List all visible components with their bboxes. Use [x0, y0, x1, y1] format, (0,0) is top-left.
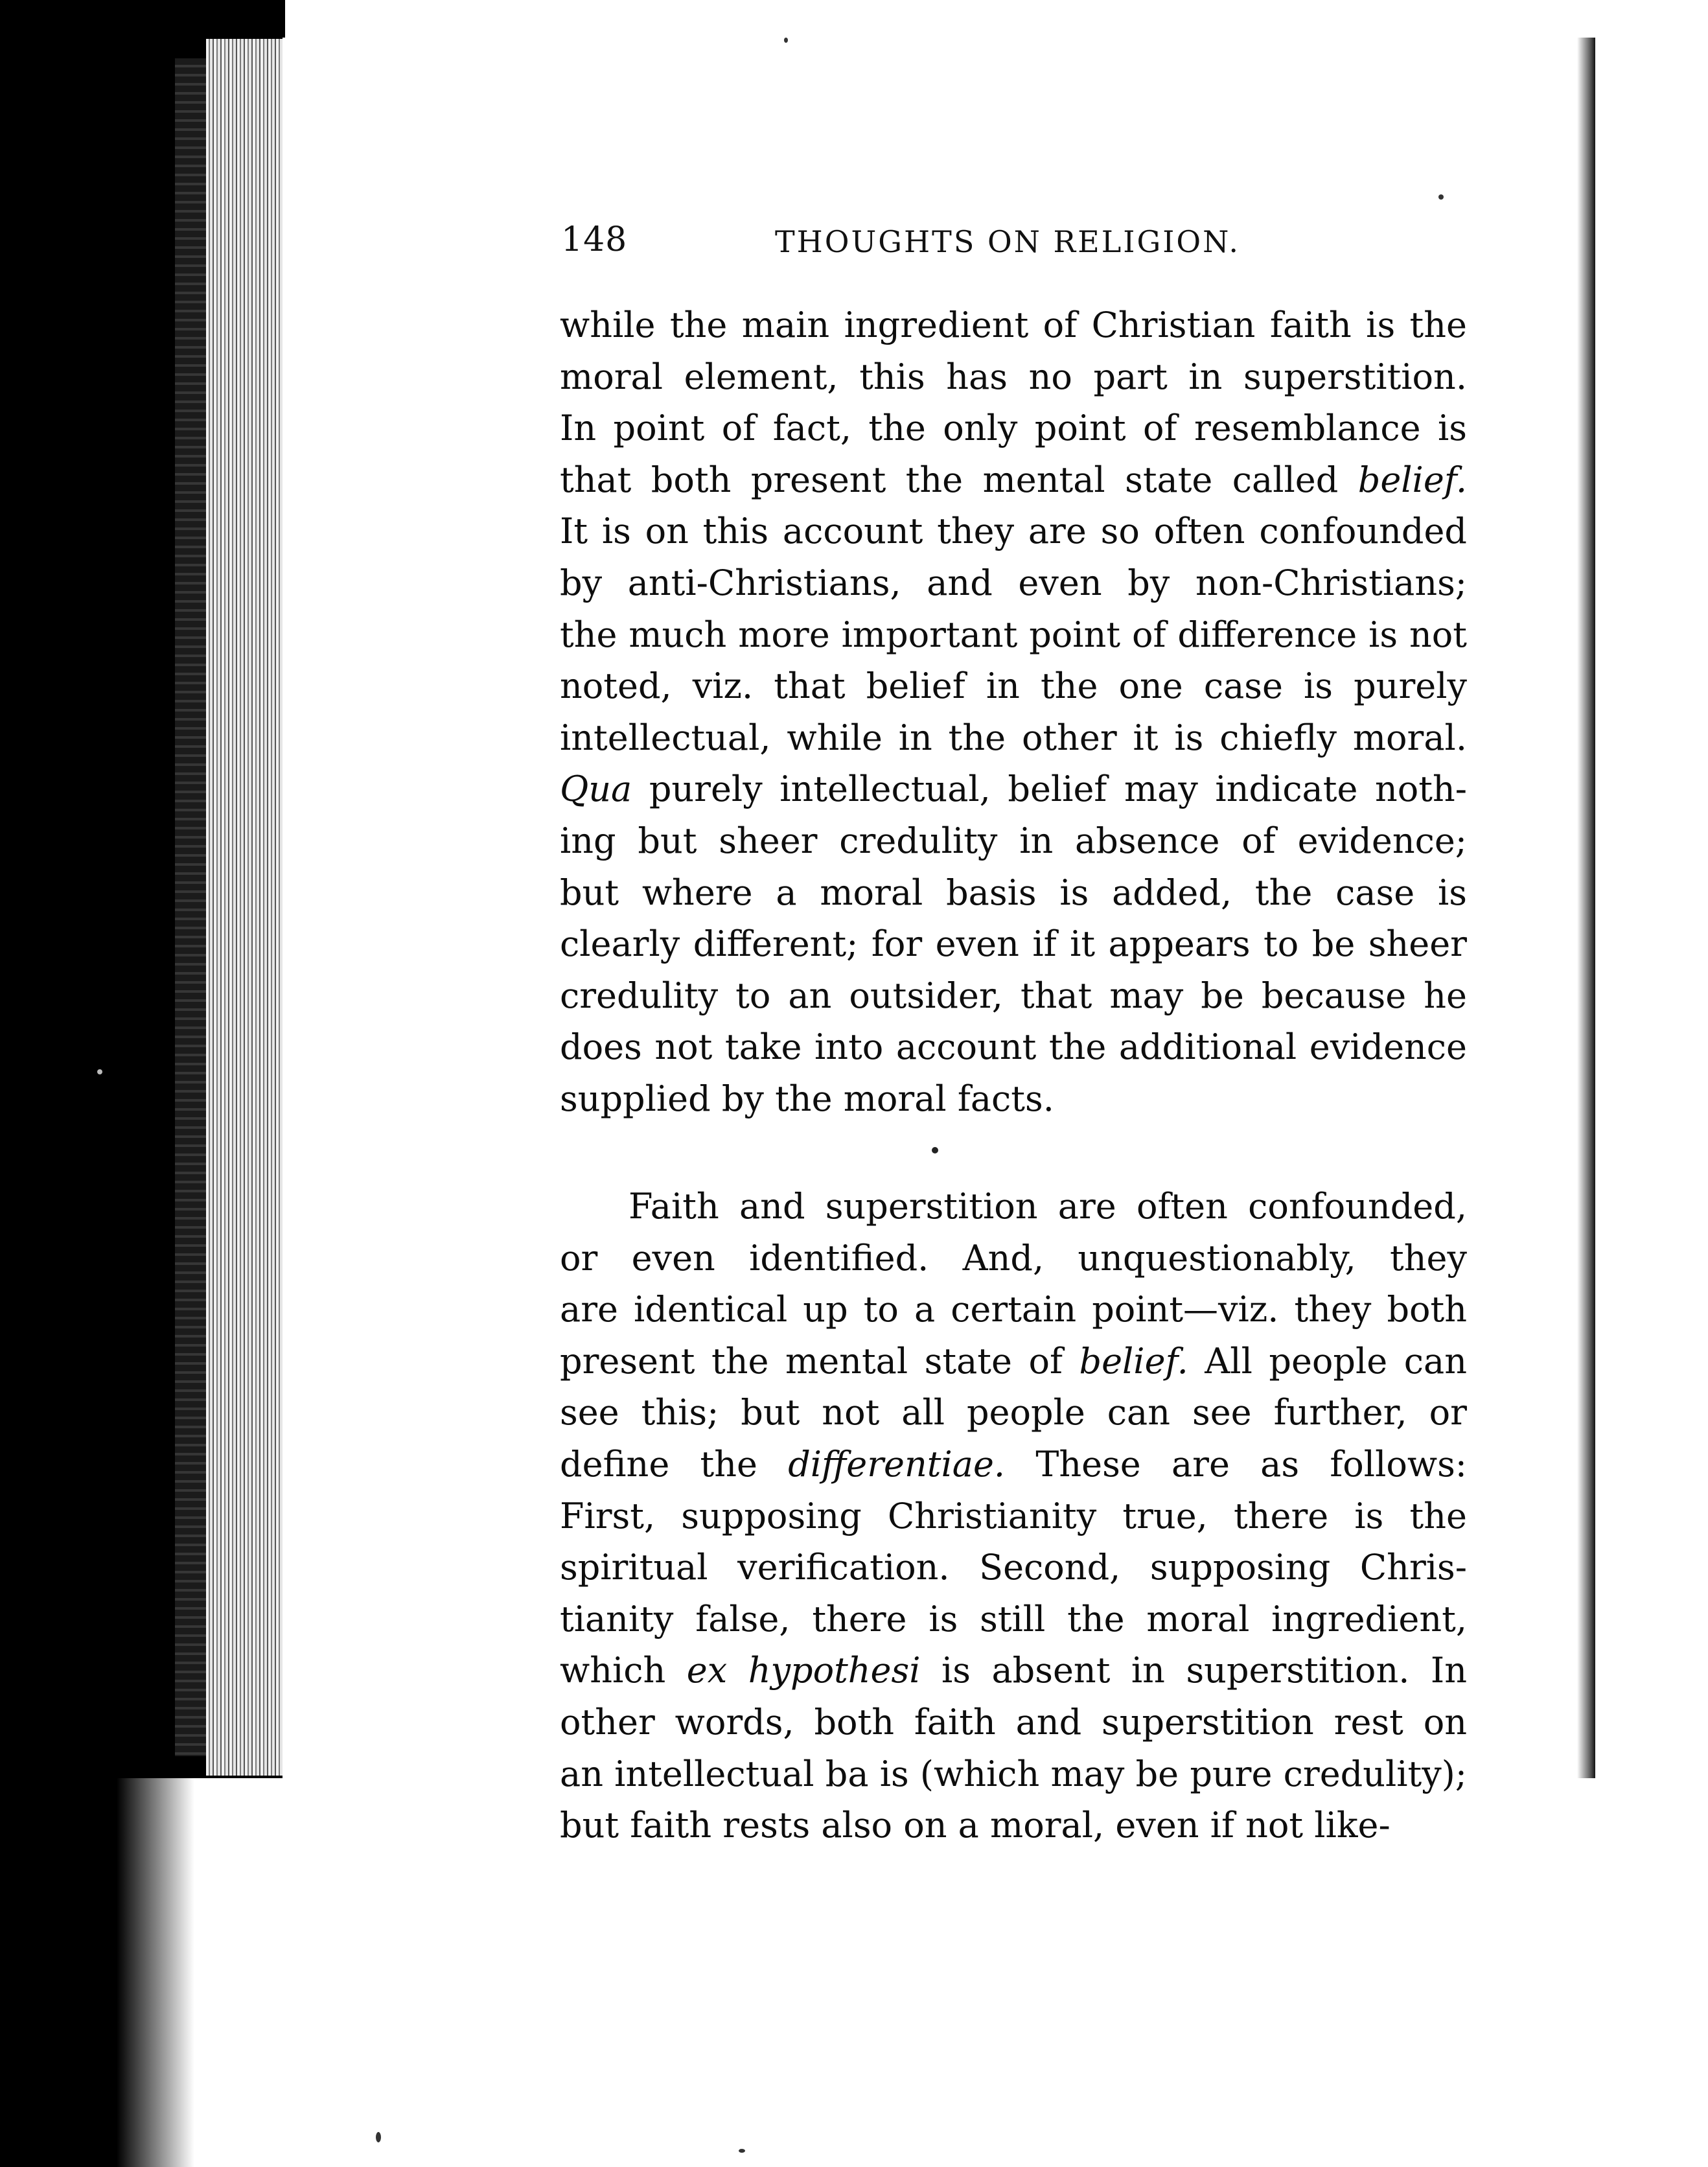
- text-span: are identical up to a certain point—viz. they both: [560, 1289, 1467, 1330]
- text-span: see this; but not all people can see further, or: [560, 1392, 1467, 1433]
- text-span: credulity to an outsider, that may be because he: [560, 975, 1467, 1016]
- text-span: These are as follows:: [1005, 1443, 1467, 1485]
- italic-text: belief.: [1079, 1340, 1188, 1382]
- text-line: [560, 1233, 1467, 1284]
- section-break-dot: [932, 1147, 938, 1153]
- dust-speck: [784, 38, 788, 43]
- text-line: [560, 299, 1467, 351]
- text-line: [560, 1073, 1467, 1125]
- text-span: is absent in superstition. In: [920, 1650, 1467, 1691]
- dust-speck: [739, 2149, 745, 2153]
- running-head: THOUGHTS ON RELIGION.: [775, 224, 1241, 259]
- text-span: tianity false, there is still the moral ingredient,: [560, 1598, 1467, 1640]
- text-span: define the: [560, 1443, 789, 1485]
- text-span: the much more important point of difference is not: [560, 614, 1467, 655]
- scan-bottom-left-shadow: [0, 1778, 194, 2167]
- text-span: purely intellectual, belief may indicate noth-: [632, 769, 1467, 810]
- text-line: [560, 1336, 1467, 1387]
- text-line: [560, 351, 1467, 403]
- book-page-edges: [206, 39, 284, 1776]
- text-line: [560, 712, 1467, 764]
- text-line: [560, 1542, 1467, 1593]
- text-span: ing but sheer credulity in absence of evidence;: [560, 820, 1467, 861]
- text-span: that both present the mental state called: [560, 459, 1358, 500]
- text-span: supplied by the moral facts.: [560, 1078, 1054, 1119]
- text-line: [560, 609, 1467, 661]
- text-line: [560, 1697, 1467, 1748]
- text-span: In point of fact, the only point of resemblance is: [560, 408, 1467, 449]
- text-span: noted, viz. that belief in the one case is purely: [560, 666, 1467, 707]
- page-header: [561, 220, 1468, 272]
- text-line: [560, 815, 1467, 867]
- facing-page-edge: [1595, 38, 1708, 1778]
- text-line: [560, 970, 1467, 1022]
- text-span: other words, both faith and superstition rest on: [560, 1701, 1467, 1743]
- dust-speck: [1438, 194, 1444, 200]
- page-number: 148: [561, 220, 628, 259]
- text-line: [560, 1593, 1467, 1645]
- text-line: [560, 1645, 1467, 1697]
- text-line: [560, 867, 1467, 919]
- text-span: All people can: [1188, 1340, 1467, 1382]
- italic-text: belief.: [1357, 459, 1467, 500]
- text-span: while the main ingredient of Christian faith is the: [560, 305, 1467, 345]
- text-span: present the mental state of: [560, 1340, 1079, 1382]
- text-line: [560, 557, 1467, 609]
- text-line: [560, 454, 1467, 506]
- text-line: [560, 1181, 1467, 1233]
- text-span: does not take into account the additional evidence: [560, 1026, 1467, 1068]
- text-span: but faith rests also on a moral, even if not like-: [560, 1805, 1391, 1846]
- text-line: [560, 1748, 1467, 1800]
- text-span: First, supposing Christianity true, there is the: [560, 1495, 1467, 1536]
- text-span: but where a moral basis is added, the case is: [560, 872, 1467, 913]
- paragraph-2: [560, 1181, 1467, 1851]
- text-span: clearly different; for even if it appears to be sheer: [560, 923, 1467, 965]
- text-line: [560, 505, 1467, 557]
- text-line: [560, 1387, 1467, 1439]
- text-span: which: [560, 1650, 687, 1691]
- text-span: It is on this account they are so often confounded: [560, 511, 1467, 552]
- text-line: [560, 1021, 1467, 1073]
- text-span: or even identified. And, unquestionably, they: [560, 1237, 1467, 1279]
- text-line: [560, 1800, 1467, 1851]
- text-line: [560, 1490, 1467, 1542]
- text-line: [560, 763, 1467, 815]
- text-line: [560, 1284, 1467, 1336]
- paragraph-1: [560, 299, 1467, 1125]
- dust-speck: [97, 1069, 102, 1074]
- italic-text: ex hypothesi: [686, 1650, 921, 1691]
- text-span: by anti-Christians, and even by non-Christians;: [560, 562, 1467, 603]
- text-span: spiritual verification. Second, supposing Chris-: [560, 1547, 1467, 1588]
- book-gutter-shadow: [1577, 38, 1597, 1778]
- text-line: [560, 1439, 1467, 1490]
- italic-text: differentiae.: [788, 1443, 1006, 1485]
- text-span: an intellectual ba is (which may be pure credulity);: [560, 1753, 1467, 1794]
- text-span: moral element, this has no part in superstition.: [560, 356, 1467, 397]
- text-line: [560, 402, 1467, 454]
- text-span: intellectual, while in the other it is chiefly moral.: [560, 717, 1467, 758]
- text-line: [560, 918, 1467, 970]
- scan-top-margin: [285, 0, 1708, 39]
- text-line: [560, 660, 1467, 712]
- italic-text: Qua: [560, 769, 632, 810]
- dust-speck: [376, 2132, 381, 2142]
- text-span: Faith and superstition are often confounded,: [629, 1186, 1467, 1227]
